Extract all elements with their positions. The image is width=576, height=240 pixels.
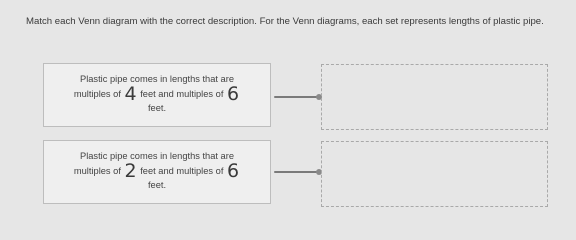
venn-drop-target-2[interactable] [321,141,548,207]
connector-handle-2[interactable] [274,170,322,174]
card-text: feet and multiples of [140,166,224,176]
card-text: multiples of [73,89,121,99]
card-text-line: Plastic pipe comes in lengths that are [80,74,234,84]
card-text-line: Plastic pipe comes in lengths that are [80,151,234,161]
description-card-1[interactable] [43,63,271,127]
number-2: 2 [124,160,137,182]
connector-line [274,96,318,98]
number-6: 6 [227,83,240,105]
connector-line [274,171,318,173]
card-text: feet and multiples of [140,89,224,99]
venn-drop-target-1[interactable] [321,64,548,130]
number-6: 6 [227,160,240,182]
connector-handle-1[interactable] [274,95,322,99]
card-text-line [44,83,270,105]
card-text-line: feet. [147,103,167,113]
number-4: 4 [124,83,137,105]
card-text-line [44,160,270,182]
instructions-text: Match each Venn diagram with the correct description. For the Venn diagrams, each set represents lengths of plastic pipe. [26,16,544,27]
card-text: multiples of [73,166,121,176]
description-card-2[interactable] [43,140,271,204]
card-text-line: feet. [147,180,167,190]
